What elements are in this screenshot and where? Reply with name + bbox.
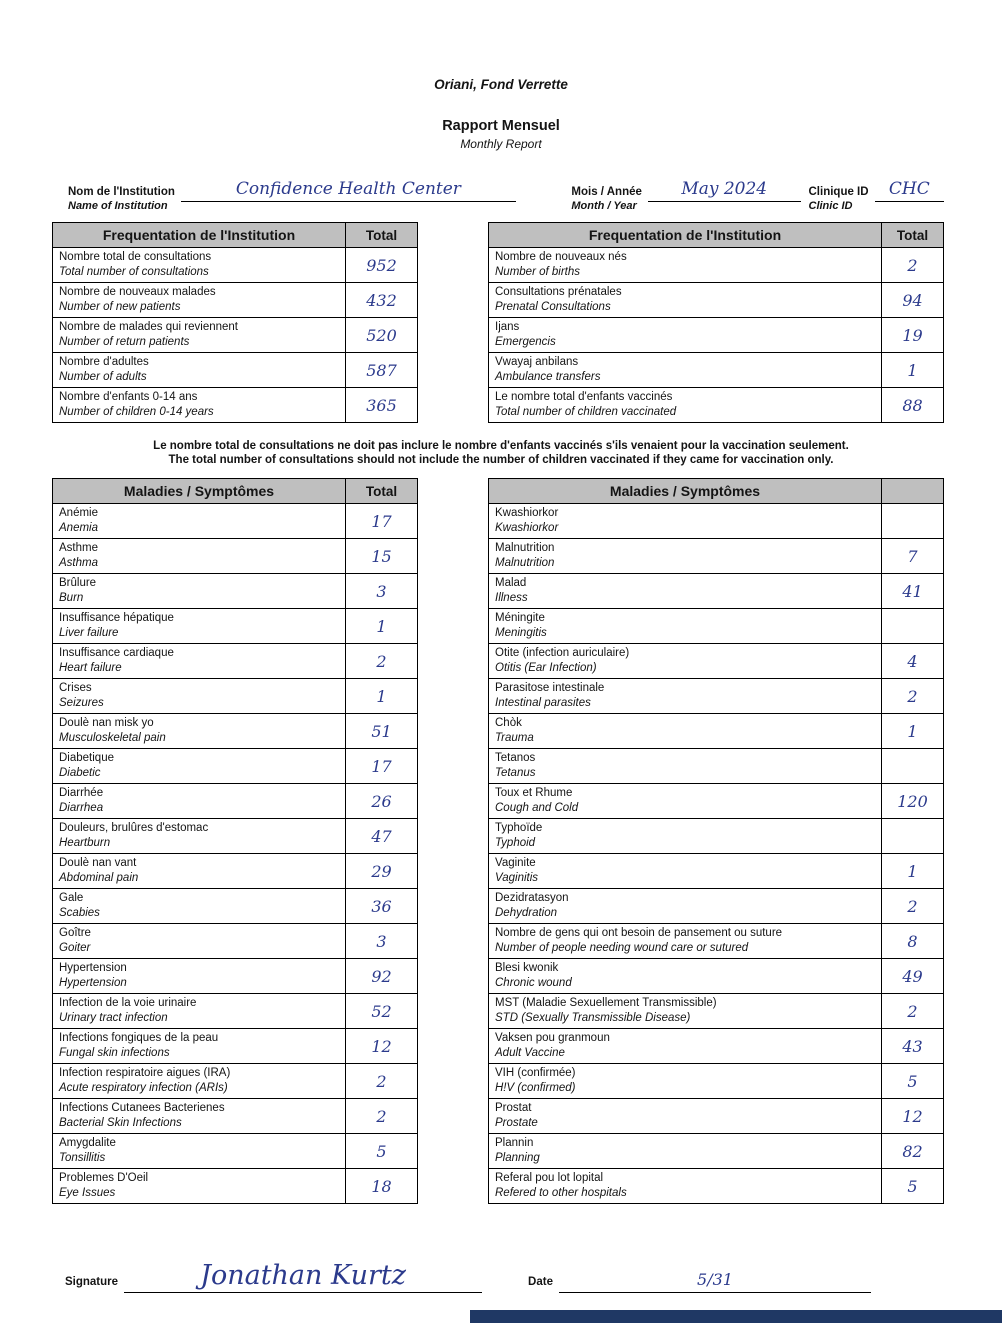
row-label-fr: Nombre de nouveaux malades — [59, 286, 216, 298]
row-label-en: Tonsillitis — [59, 1152, 106, 1164]
institution-value: Confidence Health Center — [181, 177, 516, 202]
row-value: 12 — [346, 1029, 418, 1064]
row-value: 7 — [882, 539, 944, 574]
table-row — [53, 644, 418, 679]
row-value: 1 — [882, 353, 944, 388]
row-label-cell — [489, 574, 882, 609]
row-label-cell — [489, 749, 882, 784]
table-row — [489, 318, 944, 353]
row-label-en: Typhoid — [495, 837, 536, 849]
row-value: 1 — [346, 609, 418, 644]
row-value — [882, 819, 944, 854]
row-label-cell — [53, 353, 346, 388]
row-label-fr: VIH (confirmée) — [495, 1067, 576, 1079]
month-label: Mois / Année — [571, 186, 642, 198]
row-label-fr: MST (Maladie Sexuellement Transmissible) — [495, 997, 717, 1009]
row-label-en: Illness — [495, 592, 528, 604]
row-value: 5 — [346, 1134, 418, 1169]
row-label-fr: Ijans — [495, 321, 520, 333]
row-label-en: Prostate — [495, 1117, 538, 1129]
row-label-cell — [489, 1029, 882, 1064]
note-en: The total number of consultations should not include the number of children vaccinated if they came for vaccination only. — [168, 453, 834, 466]
row-value: 2 — [346, 1064, 418, 1099]
row-label-cell — [53, 784, 346, 819]
row-label-fr: Douleurs, brulûres d'estomac — [59, 822, 209, 834]
row-label-fr: Consultations prénatales — [495, 286, 622, 298]
table-row — [489, 283, 944, 318]
row-label-cell — [489, 714, 882, 749]
row-value: 4 — [882, 644, 944, 679]
row-label-en: Bacterial Skin Infections — [59, 1117, 182, 1129]
row-value: 82 — [882, 1134, 944, 1169]
row-label-cell — [53, 994, 346, 1029]
row-label-fr: Vaginite — [495, 857, 536, 869]
row-value: 43 — [882, 1029, 944, 1064]
table-row — [53, 318, 418, 353]
row-label-cell — [489, 924, 882, 959]
table-row — [53, 283, 418, 318]
table-row — [53, 924, 418, 959]
row-label-en: Burn — [59, 592, 84, 604]
table-row — [489, 644, 944, 679]
table-row — [53, 248, 418, 283]
row-label-fr: Vaksen pou granmoun — [495, 1032, 610, 1044]
table-row — [53, 504, 418, 539]
row-value: 3 — [346, 924, 418, 959]
row-label-en: Number of people needing wound care or sutured — [495, 942, 749, 954]
row-label-fr: Infection respiratoire aigues (IRA) — [59, 1067, 231, 1079]
row-label-fr: Gale — [59, 892, 84, 904]
institution-labels — [68, 177, 175, 212]
diseases-left-total-header: Total — [346, 479, 418, 504]
row-label-cell — [489, 353, 882, 388]
row-label-en: Total number of consultations — [59, 266, 209, 278]
row-label-fr: Referal pou lot lopital — [495, 1172, 604, 1184]
row-label-en: Cough and Cold — [495, 802, 579, 814]
table-row — [489, 959, 944, 994]
row-label-fr: Malad — [495, 577, 527, 589]
row-value — [882, 504, 944, 539]
row-value: 1 — [346, 679, 418, 714]
row-label-cell — [489, 1169, 882, 1204]
row-value: 18 — [346, 1169, 418, 1204]
row-value: 5 — [882, 1169, 944, 1204]
table-row — [489, 609, 944, 644]
diseases-table-left — [52, 478, 418, 1204]
table-row — [489, 248, 944, 283]
row-label-fr: Hypertension — [59, 962, 127, 974]
row-label-en: Anemia — [59, 522, 98, 534]
row-label-cell — [53, 574, 346, 609]
row-label-cell — [53, 819, 346, 854]
row-label-cell — [489, 819, 882, 854]
row-value: 1 — [882, 714, 944, 749]
attendance-left-total-header: Total — [346, 223, 418, 248]
row-value: 52 — [346, 994, 418, 1029]
row-label-fr: Typhoïde — [495, 822, 543, 834]
row-value: 12 — [882, 1099, 944, 1134]
row-label-fr: Crises — [59, 682, 92, 694]
institution-label: Nom de l'Institution — [68, 186, 175, 198]
row-value — [882, 749, 944, 784]
row-label-cell — [489, 994, 882, 1029]
table-row — [489, 784, 944, 819]
row-label-cell — [489, 609, 882, 644]
table-row — [53, 539, 418, 574]
row-label-cell — [489, 283, 882, 318]
row-value: 49 — [882, 959, 944, 994]
row-label-en: Number of births — [495, 266, 581, 278]
row-value: 5 — [882, 1064, 944, 1099]
table-row — [489, 1064, 944, 1099]
row-label-cell — [53, 539, 346, 574]
row-label-cell — [53, 609, 346, 644]
clinic-id-value: CHC — [875, 177, 944, 202]
row-label-en: Heartburn — [59, 837, 111, 849]
row-label-cell — [53, 248, 346, 283]
attendance-right-total-header: Total — [882, 223, 944, 248]
row-label-en: Abdominal pain — [59, 872, 139, 884]
row-label-fr: Dezidratasyon — [495, 892, 569, 904]
row-label-fr: Infections Cutanees Bacterienes — [59, 1102, 225, 1114]
row-label-fr: Otite (infection auriculaire) — [495, 647, 630, 659]
clinic-id-label-en: Clinic ID — [808, 200, 853, 212]
month-value: May 2024 — [648, 177, 801, 202]
date-label: Date — [528, 1276, 553, 1288]
institution-label-en: Name of Institution — [68, 200, 168, 212]
table-row — [53, 1134, 418, 1169]
row-label-cell — [53, 679, 346, 714]
row-label-en: Liver failure — [59, 627, 119, 639]
diseases-left-header: Maladies / Symptômes — [53, 479, 346, 504]
table-row — [53, 714, 418, 749]
row-label-fr: Vwayaj anbilans — [495, 356, 579, 368]
row-label-en: Acute respiratory infection (ARIs) — [59, 1082, 228, 1094]
row-label-cell — [53, 714, 346, 749]
clinic-id-label: Clinique ID — [808, 186, 869, 198]
row-label-cell — [489, 644, 882, 679]
row-value: 3 — [346, 574, 418, 609]
row-label-en: Ambulance transfers — [495, 371, 601, 383]
row-label-cell — [489, 504, 882, 539]
row-label-en: Scabies — [59, 907, 100, 919]
clinic-id-labels — [809, 177, 869, 212]
attendance-tables — [52, 222, 1002, 423]
row-label-en: Intestinal parasites — [495, 697, 591, 709]
row-label-cell — [489, 959, 882, 994]
row-value — [882, 609, 944, 644]
table-row — [489, 539, 944, 574]
table-row — [489, 574, 944, 609]
row-label-fr: Nombre de malades qui reviennent — [59, 321, 238, 333]
table-row — [53, 994, 418, 1029]
diseases-tables — [52, 478, 1002, 1204]
row-label-fr: Doulè nan misk yo — [59, 717, 154, 729]
row-value: 2 — [882, 994, 944, 1029]
row-label-cell — [53, 749, 346, 784]
row-label-fr: Nombre de gens qui ont besoin de pansement ou suture — [495, 927, 783, 939]
table-row — [489, 1029, 944, 1064]
row-label-fr: Malnutrition — [495, 542, 555, 554]
row-value: 2 — [882, 248, 944, 283]
row-label-fr: Brûlure — [59, 577, 97, 589]
row-label-fr: Infection de la voie urinaire — [59, 997, 197, 1009]
signature-label: Signature — [65, 1276, 119, 1288]
attendance-table-right — [488, 222, 944, 423]
table-row — [489, 1169, 944, 1204]
table-row — [53, 1099, 418, 1134]
report-title-en: Monthly Report — [460, 137, 542, 151]
row-label-en: STD (Sexually Transmissible Disease) — [495, 1012, 691, 1024]
row-label-cell — [489, 1099, 882, 1134]
row-label-en: Malnutrition — [495, 557, 555, 569]
row-label-cell — [53, 1064, 346, 1099]
month-label-en: Month / Year — [571, 200, 637, 212]
row-label-cell — [53, 1099, 346, 1134]
row-label-cell — [489, 248, 882, 283]
table-row — [53, 1029, 418, 1064]
row-label-cell — [53, 854, 346, 889]
row-label-fr: Doulè nan vant — [59, 857, 137, 869]
row-label-fr: Problemes D'Oeil — [59, 1172, 149, 1184]
row-value: 15 — [346, 539, 418, 574]
row-label-en: Adult Vaccine — [495, 1047, 565, 1059]
row-value: 41 — [882, 574, 944, 609]
row-label-en: Refered to other hospitals — [495, 1187, 627, 1199]
row-label-en: Seizures — [59, 697, 104, 709]
row-label-fr: Toux et Rhume — [495, 787, 573, 799]
table-row — [489, 679, 944, 714]
table-row — [53, 1169, 418, 1204]
row-label-en: Tetanus — [495, 767, 536, 779]
table-row — [53, 959, 418, 994]
row-label-cell — [53, 889, 346, 924]
row-value: 19 — [882, 318, 944, 353]
row-label-en: Kwashiorkor — [495, 522, 559, 534]
row-label-cell — [489, 784, 882, 819]
row-label-en: Number of children 0-14 years — [59, 406, 214, 418]
row-label-fr: Goître — [59, 927, 91, 939]
row-label-en: Otitis (Ear Infection) — [495, 662, 597, 674]
row-label-en: Number of adults — [59, 371, 147, 383]
footer-bar — [470, 1310, 1002, 1323]
table-row — [53, 749, 418, 784]
table-row — [489, 504, 944, 539]
row-label-cell — [489, 318, 882, 353]
row-label-fr: Le nombre total d'enfants vaccinés — [495, 391, 673, 403]
row-label-fr: Anémie — [59, 507, 98, 519]
row-value: 94 — [882, 283, 944, 318]
table-row — [489, 1134, 944, 1169]
row-label-cell — [53, 1029, 346, 1064]
row-label-cell — [53, 318, 346, 353]
row-value: 520 — [346, 318, 418, 353]
row-label-fr: Diarrhée — [59, 787, 104, 799]
row-value: 17 — [346, 504, 418, 539]
row-label-en: Prenatal Consultations — [495, 301, 611, 313]
row-value: 36 — [346, 889, 418, 924]
table-row — [53, 854, 418, 889]
row-label-cell — [489, 388, 882, 423]
row-value: 29 — [346, 854, 418, 889]
diseases-right-total-header — [882, 479, 944, 504]
row-label-en: H!V (confirmed) — [495, 1082, 576, 1094]
row-label-en: Chronic wound — [495, 977, 572, 989]
row-label-fr: Insuffisance cardiaque — [59, 647, 174, 659]
row-label-fr: Insuffisance hépatique — [59, 612, 174, 624]
row-label-cell — [489, 1134, 882, 1169]
row-label-fr: Prostat — [495, 1102, 532, 1114]
table-row — [53, 353, 418, 388]
row-label-en: Diabetic — [59, 767, 101, 779]
month-labels — [571, 177, 642, 212]
table-row — [489, 819, 944, 854]
row-value: 2 — [346, 644, 418, 679]
table-row — [489, 854, 944, 889]
date-value: 5/31 — [559, 1270, 871, 1293]
row-label-en: Meningitis — [495, 627, 547, 639]
row-value: 17 — [346, 749, 418, 784]
table-row — [489, 1099, 944, 1134]
row-value: 51 — [346, 714, 418, 749]
row-label-cell — [53, 644, 346, 679]
row-label-en: Hypertension — [59, 977, 127, 989]
row-value: 432 — [346, 283, 418, 318]
row-label-cell — [53, 959, 346, 994]
row-label-fr: Amygdalite — [59, 1137, 116, 1149]
row-label-cell — [489, 539, 882, 574]
row-label-fr: Tetanos — [495, 752, 536, 764]
row-label-fr: Blesi kwonik — [495, 962, 559, 974]
row-label-en: Vaginitis — [495, 872, 539, 884]
table-row — [53, 889, 418, 924]
row-label-fr: Kwashiorkor — [495, 507, 559, 519]
row-value: 26 — [346, 784, 418, 819]
row-value: 2 — [346, 1099, 418, 1134]
diseases-table-right — [488, 478, 944, 1204]
table-row — [53, 679, 418, 714]
attendance-left-header: Frequentation de l'Institution — [53, 223, 346, 248]
document-header — [0, 0, 1002, 151]
row-label-cell — [489, 1064, 882, 1099]
row-label-en: Trauma — [495, 732, 534, 744]
row-value: 1 — [882, 854, 944, 889]
row-label-cell — [53, 924, 346, 959]
signature-row — [65, 1260, 1002, 1293]
row-label-fr: Nombre d'enfants 0-14 ans — [59, 391, 198, 403]
row-label-cell — [489, 679, 882, 714]
note-fr: Le nombre total de consultations ne doit pas inclure le nombre d'enfants vaccinés s'ils venaient pour la vaccination seulement. — [153, 440, 849, 452]
table-row — [489, 889, 944, 924]
row-label-en: Heart failure — [59, 662, 122, 674]
row-label-cell — [53, 388, 346, 423]
row-label-cell — [53, 1134, 346, 1169]
row-value: 92 — [346, 959, 418, 994]
location-line: Oriani, Fond Verrette — [434, 77, 568, 92]
row-label-fr: Chòk — [495, 717, 522, 729]
row-value: 587 — [346, 353, 418, 388]
row-value: 952 — [346, 248, 418, 283]
row-value: 8 — [882, 924, 944, 959]
table-row — [53, 388, 418, 423]
row-label-en: Diarrhea — [59, 802, 104, 814]
signature-value: Jonathan Kurtz — [124, 1260, 482, 1293]
table-row — [53, 784, 418, 819]
row-label-en: Urinary tract infection — [59, 1012, 168, 1024]
attendance-table-left — [52, 222, 418, 423]
report-title-fr: Rapport Mensuel — [442, 118, 560, 134]
table-row — [489, 714, 944, 749]
table-row — [489, 388, 944, 423]
row-label-en: Asthma — [59, 557, 98, 569]
row-label-fr: Plannin — [495, 1137, 534, 1149]
row-label-fr: Diabetique — [59, 752, 114, 764]
row-label-en: Goiter — [59, 942, 91, 954]
attendance-right-header: Frequentation de l'Institution — [489, 223, 882, 248]
table-row — [53, 819, 418, 854]
row-label-en: Musculoskeletal pain — [59, 732, 166, 744]
row-label-fr: Nombre de nouveaux nés — [495, 251, 627, 263]
table-row — [53, 609, 418, 644]
row-label-en: Planning — [495, 1152, 540, 1164]
table-row — [489, 924, 944, 959]
row-label-en: Emergencis — [495, 336, 556, 348]
row-label-fr: Nombre total de consultations — [59, 251, 212, 263]
row-value: 47 — [346, 819, 418, 854]
row-label-en: Number of new patients — [59, 301, 181, 313]
row-label-cell — [53, 504, 346, 539]
row-label-en: Eye Issues — [59, 1187, 116, 1199]
row-value: 120 — [882, 784, 944, 819]
row-label-en: Total number of children vaccinated — [495, 406, 677, 418]
table-row — [53, 1064, 418, 1099]
row-label-cell — [489, 889, 882, 924]
row-label-fr: Méningite — [495, 612, 545, 624]
row-label-fr: Infections fongiques de la peau — [59, 1032, 219, 1044]
row-label-fr: Nombre d'adultes — [59, 356, 149, 368]
row-value: 2 — [882, 679, 944, 714]
row-label-en: Number of return patients — [59, 336, 190, 348]
row-label-en: Dehydration — [495, 907, 558, 919]
form-header-row — [68, 177, 944, 212]
row-label-fr: Asthme — [59, 542, 98, 554]
table-row — [489, 749, 944, 784]
row-value: 2 — [882, 889, 944, 924]
row-label-cell — [489, 854, 882, 889]
table-row — [489, 353, 944, 388]
vaccination-note — [0, 440, 1002, 467]
row-label-cell — [53, 1169, 346, 1204]
diseases-right-header: Maladies / Symptômes — [489, 479, 882, 504]
table-row — [489, 994, 944, 1029]
row-label-cell — [53, 283, 346, 318]
table-row — [53, 574, 418, 609]
row-label-fr: Parasitose intestinale — [495, 682, 605, 694]
row-value: 88 — [882, 388, 944, 423]
row-label-en: Fungal skin infections — [59, 1047, 170, 1059]
row-value: 365 — [346, 388, 418, 423]
